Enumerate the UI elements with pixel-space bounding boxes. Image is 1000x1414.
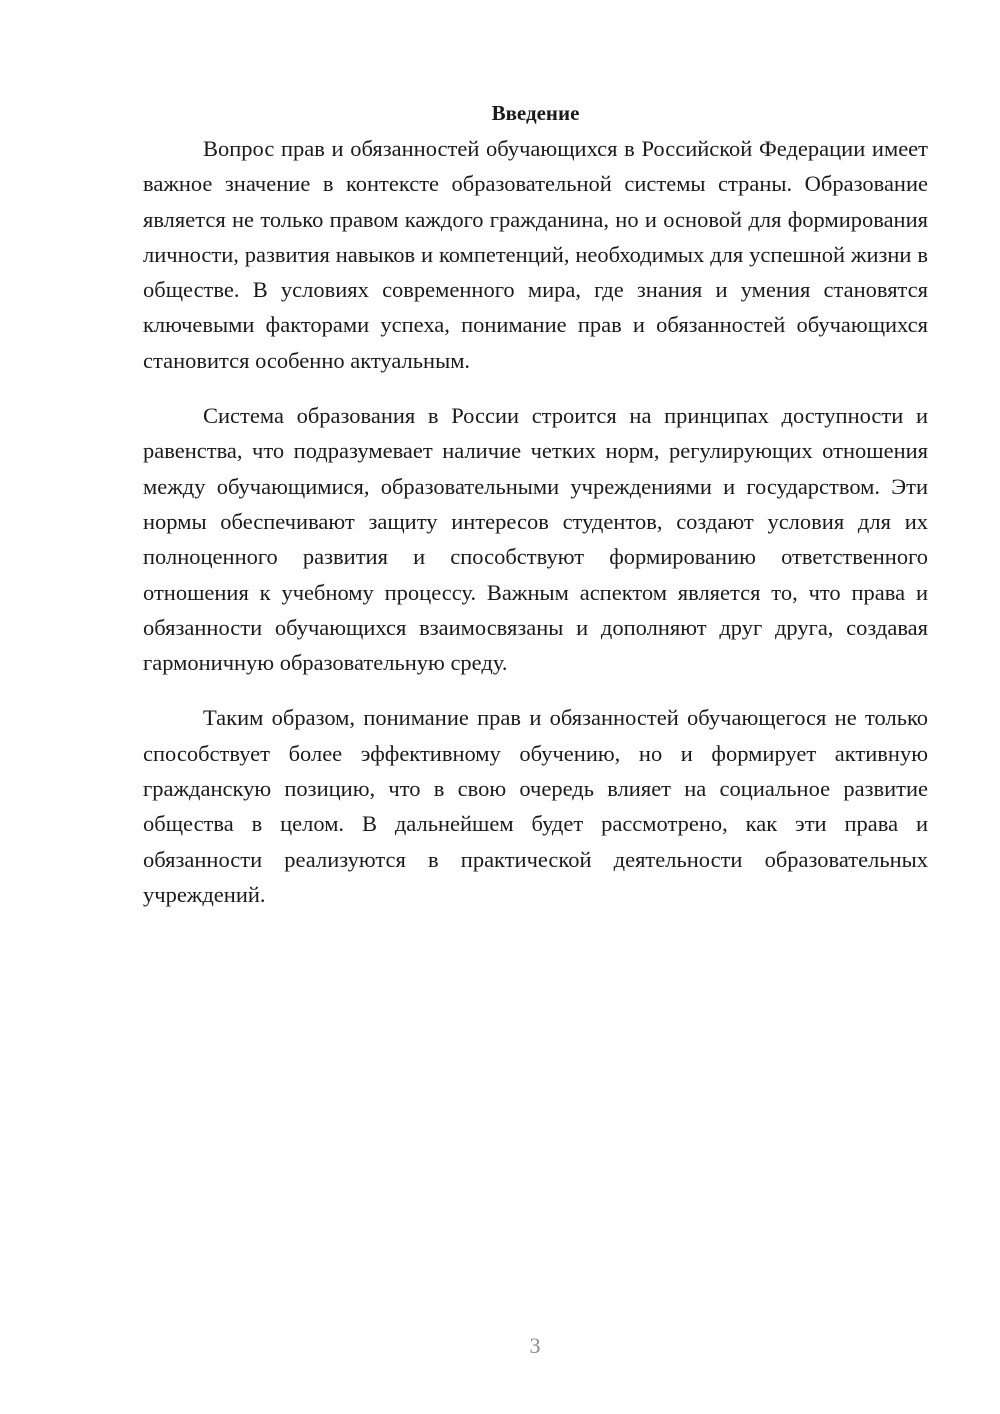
section-title: Введение — [491, 101, 580, 125]
paragraph-1: Вопрос прав и обязанностей обучающихся в Российской Федерации имеет важное значение в контексте образовательной системы страны. Образование является не только правом каждого гражданина, но и основой для формирования личности, развития навыков и компетенций, необходимых для успешной жизни в обществе. В условиях современного мира, где знания и умения становятся ключевыми факторами успеха, понимание прав и обязанностей обучающихся становится особенно актуальным. — [143, 136, 928, 373]
paragraph-3: Таким образом, понимание прав и обязанностей обучающегося не только способствует более эффективному обучению, но и формирует активную гражданскую позицию, что в свою очередь влияет на социальное развитие общества в целом. В дальнейшем будет рассмотрено, как эти права и обязанности реализуются в практической деятельности образовательных учреждений. — [143, 705, 928, 907]
page-number: 3 — [529, 1333, 541, 1358]
paragraph-2: Система образования в России строится на принципах доступности и равенства, что подразумевает наличие четких норм, регулирующих отношения между обучающимися, образовательными учреждениями и государством. Эти нормы обеспечивают защиту интересов студентов, создают условия для их полноценного развития и способствуют формированию ответственного отношения к учебному процессу. Важным аспектом является то, что права и обязанности обучающихся взаимосвязаны и дополняют друг друга, создавая гармоничную образовательную среду. — [143, 403, 928, 676]
page-body — [143, 96, 928, 912]
